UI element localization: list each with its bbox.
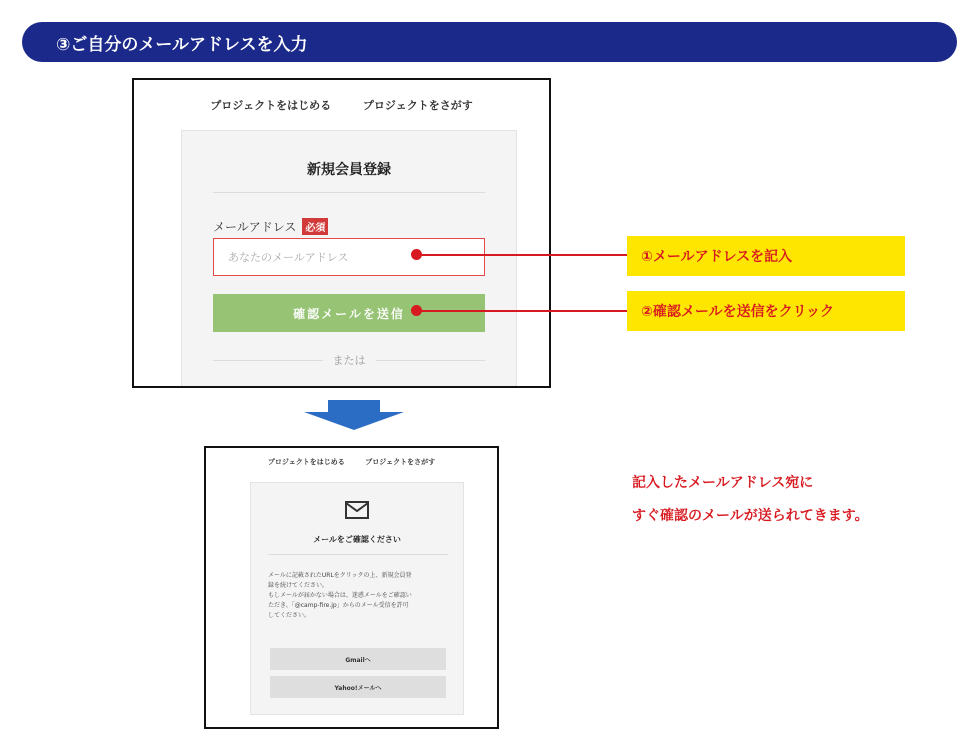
or-divider <box>213 352 485 368</box>
down-arrow-icon <box>304 400 404 430</box>
signup-screenshot <box>132 78 551 388</box>
callout-enter-email <box>627 236 905 276</box>
divider-small <box>268 554 448 555</box>
explanation-note <box>632 467 869 533</box>
required-badge: 必須 <box>302 218 328 235</box>
message-line: もしメールが届かない場合は、迷惑メールをご確認い <box>268 592 412 599</box>
or-text: または <box>332 354 366 367</box>
message-line: 録を続けてください。 <box>268 582 329 589</box>
email-input[interactable] <box>213 238 485 276</box>
signup-panel <box>181 130 517 388</box>
nav-find-project[interactable]: プロジェクトをさがす <box>362 99 473 112</box>
email-label <box>213 218 328 235</box>
email-label-text: メールアドレス <box>213 220 297 234</box>
or-line-left <box>213 360 323 361</box>
gmail-button[interactable]: Gmailへ <box>270 648 446 670</box>
callout-line-1 <box>416 254 628 256</box>
or-line-right <box>376 360 486 361</box>
callout-click-send <box>627 291 905 331</box>
step-banner-title: ③ご自分のメールアドレスを入力 <box>56 34 308 55</box>
check-email-screenshot <box>204 446 499 729</box>
message-line: ただき、「@camp-fire.jp」からのメール受信を許可 <box>268 602 409 609</box>
message-line: メールに記載されたURLをクリックの上、新規会員登 <box>268 572 412 579</box>
envelope-icon <box>345 501 369 519</box>
top-nav <box>134 97 549 113</box>
check-email-message <box>268 571 450 621</box>
callout-click-send-text: ②確認メールを送信をクリック <box>641 304 835 320</box>
nav-start-project[interactable]: プロジェクトをはじめる <box>210 99 332 112</box>
top-nav-small <box>206 457 497 467</box>
message-line: してください。 <box>268 612 311 619</box>
check-email-title: メールをご確認ください <box>313 535 401 544</box>
step-banner <box>22 22 957 62</box>
nav-find-project-small[interactable]: プロジェクトをさがす <box>365 458 436 466</box>
form-title: 新規会員登録 <box>307 162 391 178</box>
divider <box>213 192 485 193</box>
note-line-1: 記入したメールアドレス宛に <box>632 475 814 491</box>
callout-enter-email-text: ①メールアドレスを記入 <box>641 249 793 265</box>
callout-line-2 <box>416 310 628 312</box>
note-line-2: すぐ確認のメールが送られてきます。 <box>632 508 869 524</box>
check-email-panel <box>250 482 464 715</box>
yahoo-mail-button[interactable]: Yahoo!メールへ <box>270 676 446 698</box>
nav-start-project-small[interactable]: プロジェクトをはじめる <box>267 458 345 466</box>
send-confirmation-button[interactable]: 確認メールを送信 <box>213 294 485 332</box>
